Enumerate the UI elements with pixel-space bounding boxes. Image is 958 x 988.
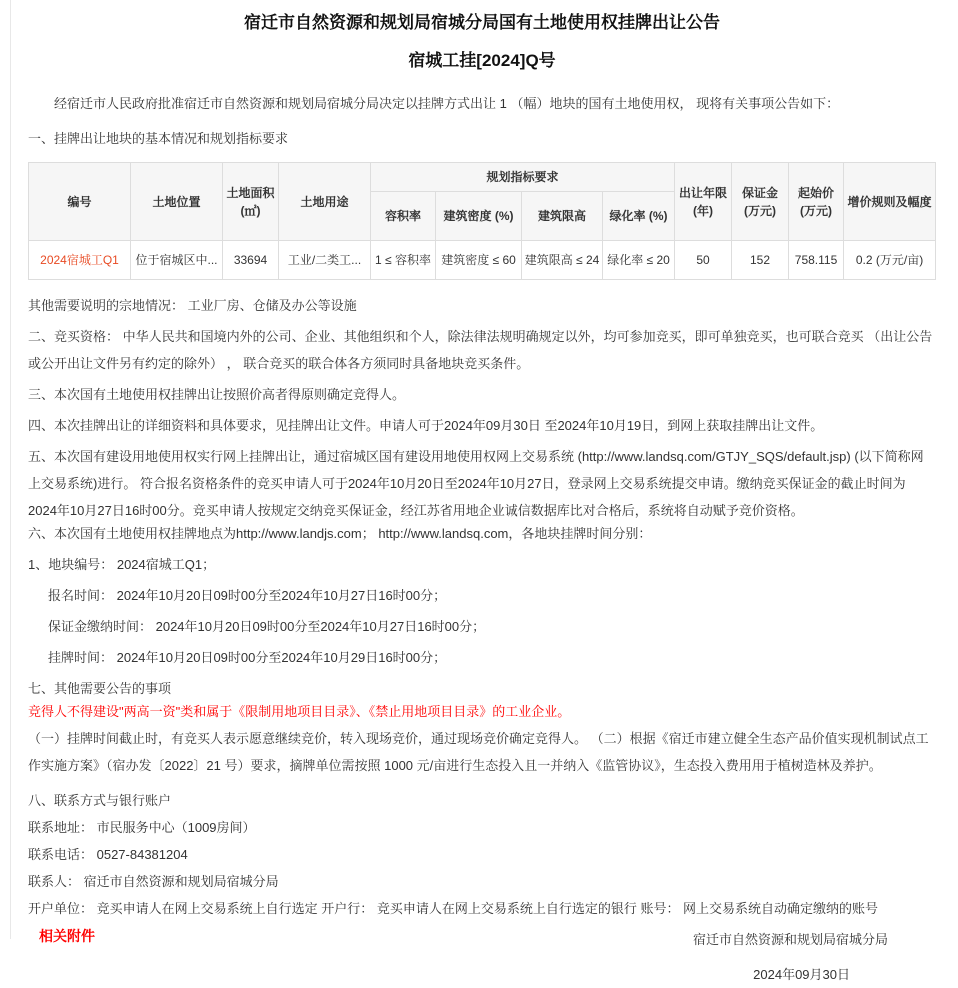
table-row (29, 241, 936, 280)
section-6-listing-location: 六、本次国有土地使用权挂牌地点为http://www.landjs.com； http://www.landsq.com，各地块挂牌时间分别： (28, 526, 652, 541)
section-5-online-listing: 五、本次国有建设用地使用权实行网上挂牌出让，通过宿城区国有建设用地使用权网上交易系统 (http://www.landsq.com/GTJY_SQS/default.jsp) (以下简称网上交易系统)进行。 符合报名资格条件的竞买申请人可于2024年10月20日至2024年10月27日，登录网上交易系统提交申请。缴纳竞买保证金的截止时间为 2024年10月27日16时00分。竞买申请人按规定交纳竞买保证金，经江苏省用地企业诚信数据库比对合格后，系统将自动赋予竞价资格。 (28, 449, 924, 518)
doc-title: 宿迁市自然资源和规划局宿城分局国有土地使用权挂牌出让公告 (244, 13, 720, 32)
parcel-number-link[interactable]: 2024宿城工Q1 (40, 253, 119, 267)
cell-tenure-years: 50 (675, 241, 732, 280)
doc-number: 宿城工挂[2024]Q号 (408, 51, 556, 70)
signup-time-line: 报名时间： 2024年10月20日09时00分至2024年10月27日16时00分； (48, 588, 447, 603)
intro-paragraph: 经宿迁市人民政府批准宿迁市自然资源和规划局宿城分局决定以挂牌方式出让 1 （幅）地块的国有土地使用权， 现将有关事项公告如下： (54, 96, 840, 111)
cell-land-use: 工业/二类工... (279, 241, 371, 280)
bank-account-line: 开户单位： 竞买申请人在网上交易系统上自行选定 开户行： 竞买申请人在网上交易系统上自行选定的银行 账号： 网上交易系统自动确定缴纳的账号 (28, 901, 879, 916)
listing-time-line: 挂牌时间： 2024年10月20日09时00分至2024年10月29日16时00分； (48, 650, 447, 665)
note-other-parcel-info: 其他需要说明的宗地情况： 工业厂房、仓储及办公等设施 (28, 298, 357, 313)
cell-building-density: 建筑密度 ≤ 60 (436, 241, 522, 280)
col-header-increment-rule: 增价规则及幅度 (844, 163, 936, 241)
contact-address-line: 联系地址： 市民服务中心（1009房间） (28, 820, 256, 835)
col-header-area: 土地面积 (㎡) (223, 163, 279, 241)
section-1-heading: 一、挂牌出让地块的基本情况和规划指标要求 (28, 131, 289, 146)
cell-deposit: 152 (732, 241, 789, 280)
col-header-location: 土地位置 (131, 163, 223, 241)
section-3-highest-bidder: 三、本次国有土地使用权挂牌出让按照价高者得原则确定竞得人。 (28, 387, 406, 402)
section-2-qualification: 二、竞买资格： 中华人民共和国境内外的公司、企业、其他组织和个人，除法律法规明确规定以外，均可参加竞买，即可单独竞买，也可联合竞买 （出让公告或公开出让文件另有约定的除外） ， 联合竞买的联合体各方须同时具备地块竞买条件。 (28, 329, 933, 371)
section-8-heading: 八、联系方式与银行账户 (28, 793, 172, 808)
contact-person-line: 联系人： 宿迁市自然资源和规划局宿城分局 (28, 874, 279, 889)
col-header-far: 容积率 (371, 192, 436, 241)
col-header-parcel-no: 编号 (29, 163, 131, 241)
cell-height-limit: 建筑限高 ≤ 24 (522, 241, 603, 280)
deposit-time-line: 保证金缴纳时间： 2024年10月20日09时00分至2024年10月27日16时00分； (48, 619, 486, 634)
col-header-green-ratio: 绿化率 (%) (603, 192, 675, 241)
col-header-deposit: 保证金 (万元) (732, 163, 789, 241)
col-header-height-limit: 建筑限高 (522, 192, 603, 241)
signature-date: 2024年09月30日 (753, 967, 850, 982)
cell-increment-rule: 0.2 (万元/亩) (844, 241, 936, 280)
cell-green-ratio: 绿化率 ≤ 20 (603, 241, 675, 280)
signature-org: 宿迁市自然资源和规划局宿城分局 (692, 932, 888, 947)
cell-area: 33694 (223, 241, 279, 280)
announcement-page (10, 0, 958, 982)
cell-start-price: 758.115 (789, 241, 844, 280)
cell-far: 1 ≤ 容积率 (371, 241, 436, 280)
col-header-building-density: 建筑密度 (%) (436, 192, 522, 241)
col-group-planning-indicators: 规划指标要求 (371, 163, 675, 192)
section-7-detail: （一）挂牌时间截止时，有竞买人表示愿意继续竞价，转入现场竞价，通过现场竞价确定竞得人。 （二）根据《宿迁市建立健全生态产品价值实现机制试点工作实施方案》（宿办发〔2022〕21 号）要求，摘牌单位需按照 1000 元/亩进行生态投入且一并纳入《监管协议》，生态投入费用用于植树造林及养护。 (28, 731, 929, 773)
related-attachments-label: 相关附件 (39, 928, 95, 944)
contact-phone-line: 联系电话： 0527-84381204 (28, 847, 188, 862)
section-4-document-access: 四、本次挂牌出让的详细资料和具体要求，见挂牌出让文件。申请人可于2024年09月30日 至2024年10月19日，到网上获取挂牌出让文件。 (28, 418, 824, 433)
cell-location: 位于宿城区中... (131, 241, 223, 280)
section-7-heading: 七、其他需要公告的事项 (28, 681, 172, 696)
land-parcel-table (28, 162, 936, 280)
col-header-tenure-years: 出让年限 (年) (675, 163, 732, 241)
section-7-warning: 竞得人不得建设"两高一资"类和属于《限制用地项目目录》、《禁止用地项目目录》的工业企业。 (28, 704, 571, 719)
col-header-start-price: 起始价 (万元) (789, 163, 844, 241)
col-header-land-use: 土地用途 (279, 163, 371, 241)
parcel-item-1: 1、地块编号： 2024宿城工Q1； (28, 557, 216, 572)
